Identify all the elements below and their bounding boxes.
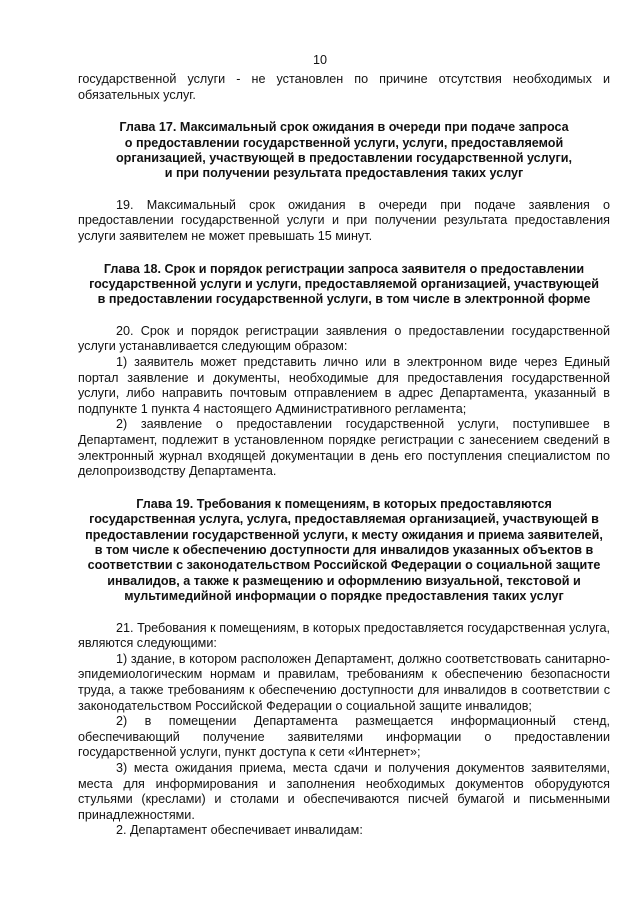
chapter-heading <box>78 262 610 308</box>
chapter-heading-line: Глава 17. Максимальный срок ожидания в очереди при подаче запроса <box>119 120 569 135</box>
document-body <box>78 72 610 839</box>
chapter-heading-line: государственная услуга, услуга, предоставляемая организацией, участвующей в <box>89 512 599 527</box>
paragraph: 21. Требования к помещениям, в которых предоставляется государственная услуга, являются следующими: <box>78 620 610 651</box>
paragraph: 2) заявление о предоставлении государственной услуги, поступившее в Департамент, подлежит в установленном порядке регистрации с занесением сведений в электронный журнал входящей документации в день его поступления специалистом по делопроизводству Департамента. <box>78 417 610 479</box>
paragraph: 1) заявитель может представить лично или в электронном виде через Единый портал заявление и документы, необходимые для предоставления государственной услуги, либо направить почтовым отправлением в адрес Департамента, указанный в подпункте 1 пункта 4 настоящего Административного регламента; <box>78 355 610 416</box>
chapter-heading-line: предоставлении государственной услуги, к месту ожидания и приема заявителей, <box>85 527 603 542</box>
paragraph: 2) в помещении Департамента размещается информационный стенд, обеспечивающий получение заявителями информации о предоставлении государственной услуги, пункт доступа к сети «Интернет»; <box>78 714 610 760</box>
chapter-heading-line: Глава 18. Срок и порядок регистрации запроса заявителя о предоставлении <box>103 261 585 276</box>
chapter-heading-line: инвалидов, а также к размещению и оформлению визуальной, текстовой и <box>107 573 581 588</box>
paragraph: 20. Срок и порядок регистрации заявления о предоставлении государственной услуги устанавливается следующим образом: <box>78 323 610 354</box>
page-number: 10 <box>312 53 327 67</box>
chapter-heading-line: о предоставлении государственной услуги, услуги, предоставляемой <box>124 135 564 150</box>
chapter-heading <box>78 497 610 605</box>
chapter-heading-line: организацией, участвующей в предоставлении государственной услуги, <box>115 151 572 165</box>
chapter-heading-line: в том числе к обеспечению доступности для инвалидов указанных объектов в <box>94 542 594 557</box>
paragraph: 3) места ожидания приема, места сдачи и получения документов заявителями, места для информирования и заполнения необходимых документов оборудуются стульями (креслами) и столами и обеспечиваются писчей бумагой и письменными принадлежностями. <box>78 760 610 822</box>
paragraph: 1) здание, в котором расположен Департамент, должно соответствовать санитарно-эпидемиологическим нормам и правилам, требованиям к обеспечению безопасности труда, а также требованиям к обеспечению доступности для инвалидов в соответствии с законодательством Российской Федерации о социальной защите инвалидов; <box>78 651 610 713</box>
chapter-heading-line: мультимедийной информации о порядке предоставления таких услуг <box>124 589 564 604</box>
paragraph: 19. Максимальный срок ожидания в очереди при подаче заявления о предоставлении государственной услуги и при получении результата предоставления услуги заявителем не может превышать 15 минут. <box>78 197 610 243</box>
paragraph: 2. Департамент обеспечивает инвалидам: <box>116 823 363 838</box>
chapter-heading-line: Глава 19. Требования к помещениям, в которых предоставляются <box>136 496 552 511</box>
paragraph: государственной услуги - не установлен по причине отсутствия необходимых и обязательных услуг. <box>78 72 610 102</box>
chapter-heading <box>78 120 610 182</box>
chapter-heading-line: в предоставлении государственной услуги, в том числе в электронной форме <box>97 292 591 307</box>
chapter-heading-line: и при получении результата предоставления таких услуг <box>164 166 524 181</box>
chapter-heading-line: соответствии с законодательством Российской Федерации о социальной защите <box>87 558 601 573</box>
chapter-heading-line: государственной услуги и услуги, предоставляемой организацией, участвующей <box>89 277 599 291</box>
